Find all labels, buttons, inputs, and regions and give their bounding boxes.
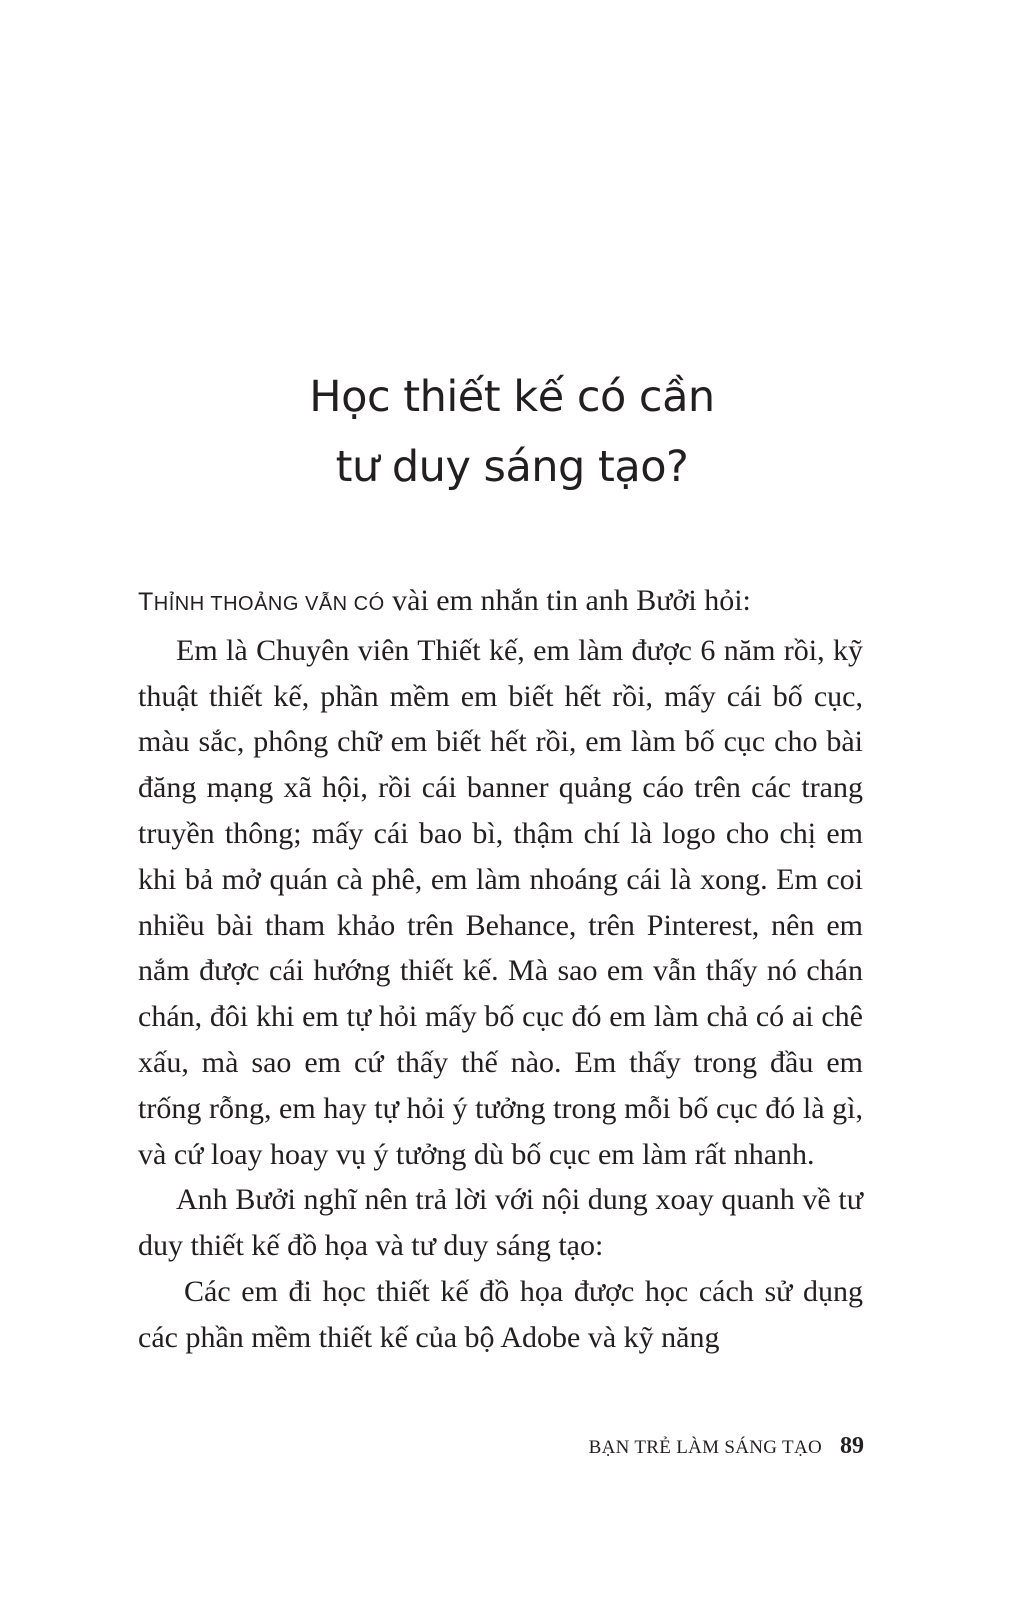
paragraph-answer-intro: Anh Bưởi nghĩ nên trả lời với nội dung xoay quanh về tư duy thiết kế đồ họa và tư duy sáng tạo: (138, 1183, 863, 1263)
book-title-footer: BẠN TRẺ LÀM SÁNG TẠO (588, 1437, 822, 1458)
paragraph-opening-rest: vài em nhắn tin anh Bưởi hỏi: (384, 584, 751, 617)
paragraph-opening (138, 578, 863, 628)
lead-in-rest: HỈNH THOẢNG VẪN CÓ (153, 593, 385, 615)
body-text (138, 578, 863, 1361)
chapter-title (0, 362, 1024, 502)
lead-in-small-caps (138, 588, 385, 616)
page-number: 89 (840, 1433, 864, 1459)
paragraph-answer: Các em đi học thiết kế đồ họa được học cách sử dụng các phần mềm thiết kế của bộ Adobe và kỹ năng (138, 1274, 863, 1354)
chapter-title-line-2: tư duy sáng tạo? (335, 442, 689, 492)
chapter-title-line-1: Học thiết kế có cần (309, 372, 715, 422)
running-footer (589, 1433, 864, 1460)
lead-in-first-letter: T (138, 588, 154, 616)
paragraph-question: Em là Chuyên viên Thiết kế, em làm được 6 năm rồi, kỹ thuật thiết kế, phần mềm em biết hết rồi, mấy cái bố cục, màu sắc, phông chữ em biết hết rồi, em làm bố cục cho bài đăng mạng xã hội, rồi cái banner quảng cáo trên các trang truyền thông; mấy cái bao bì, thậm chí là logo cho chị em khi bả mở quán cà phê, em làm nhoáng cái là xong. Em coi nhiều bài tham khảo trên Behance, trên Pinterest, nên em nắm được cái hướng thiết kế. Mà sao em vẫn thấy nó chán chán, đôi khi em tự hỏi mấy bố cục đó em làm chả có ai chê xấu, mà sao em cứ thấy thế nào. Em thấy trong đầu em trống rỗng, em hay tự hỏi ý tưởng trong mỗi bố cục đó là gì, và cứ loay hoay vụ ý tưởng dù bố cục em làm rất nhanh. (138, 633, 863, 1171)
